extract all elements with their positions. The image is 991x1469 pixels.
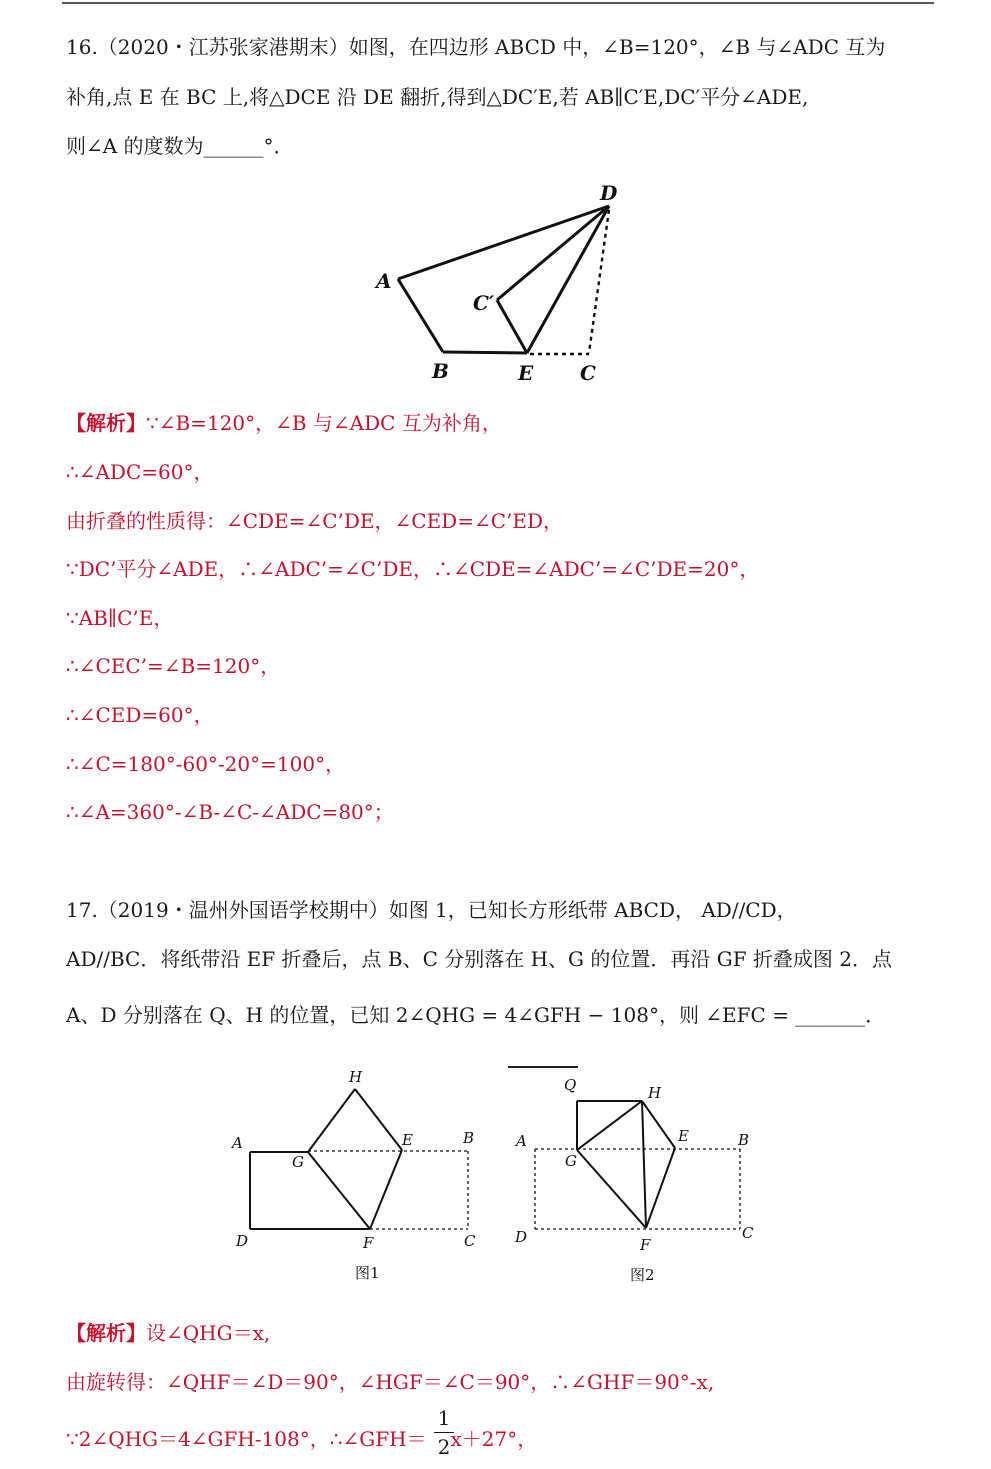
q17-stem-line-1: 17.（2019・温州外国语学校期中）如图 1，已知长方形纸带 ABCD， AD//CD， xyxy=(66,898,797,922)
fig1-caption: 图1 xyxy=(355,1264,380,1282)
fig1-label-a: A xyxy=(232,1134,243,1152)
solution-text: 设∠QHG＝x, xyxy=(146,1321,271,1345)
solution-text-b: x＋27°， xyxy=(450,1427,538,1451)
solution-text-a: ∵2∠QHG＝4∠GFH-108°，∴∠GFH＝ xyxy=(66,1427,427,1451)
q16-solution-line-5: ∵AB∥C’E， xyxy=(66,606,174,630)
q16-solution-line-1 xyxy=(66,410,946,436)
segment-de xyxy=(527,206,609,353)
q17-figure-1 xyxy=(225,1060,495,1290)
q16-solution-line-7: ∴∠CED=60°， xyxy=(66,703,214,727)
top-divider xyxy=(62,2,934,4)
q17-figure-2 xyxy=(505,1070,775,1290)
solution-label: 【解析】 xyxy=(66,1321,146,1345)
fig1-label-b: B xyxy=(463,1129,475,1147)
fig1-label-h: H xyxy=(349,1068,363,1086)
segment-ab xyxy=(398,279,443,352)
q16-solution-line-3: 由折叠的性质得：∠CDE=∠C’DE，∠CED=∠C’ED， xyxy=(66,509,564,533)
q17-solution-line-3 xyxy=(66,1426,946,1452)
q17-stem-line-2: AD//BC．将纸带沿 EF 折叠后，点 B、C 分别落在 H、G 的位置．再沿 GF 折叠成图 2．点 xyxy=(66,947,893,971)
q16-figure xyxy=(360,176,620,390)
q17-solution-line-2: 由旋转得：∠QHF＝∠D＝90°，∠HGF＝∠C＝90°，∴∠GHF＝90°-x, xyxy=(66,1370,715,1394)
fraction-one-half xyxy=(434,1406,454,1459)
q16-stem-line-1: 16.（2020・江苏张家港期末）如图，在四边形 ABCD 中，∠B=120°，∠B 与∠ADC 互为 xyxy=(66,35,886,59)
label-a: A xyxy=(376,269,392,293)
label-c-prime: C′ xyxy=(473,291,495,315)
segment-dc-dashed xyxy=(589,210,609,353)
fig2-label-d: D xyxy=(515,1228,528,1246)
q16-solution-line-4: ∵DC’平分∠ADE，∴∠ADC’=∠C’DE，∴∠CDE=∠ADC’=∠C’DE=20°， xyxy=(66,557,760,581)
segment-ad xyxy=(398,206,609,279)
fig2-label-c: C xyxy=(742,1224,754,1242)
label-e: E xyxy=(518,361,534,385)
fraction-bar xyxy=(434,1432,454,1433)
fig1-label-c: C xyxy=(464,1232,476,1250)
q17-stem-line-3: A、D 分别落在 Q、H 的位置，已知 2∠QHG = 4∠GFH − 108°，则 ∠EFC = _______． xyxy=(66,1003,886,1027)
fig1-label-e: E xyxy=(402,1131,413,1149)
q16-solution-line-8: ∴∠C=180°-60°-20°=100°， xyxy=(66,752,346,776)
fig1-label-d: D xyxy=(236,1232,249,1250)
q16-solution-line-6: ∴∠CEC’=∠B=120°， xyxy=(66,654,281,678)
q16-stem-line-2: 补角,点 E 在 BC 上,将△DCE 沿 DE 翻折,得到△DC′E,若 AB∥C′E,DC′平分∠ADE, xyxy=(66,85,809,109)
fig2-label-q: Q xyxy=(564,1076,577,1094)
segment-dc1 xyxy=(497,206,609,300)
label-d: D xyxy=(600,181,618,205)
fig2-label-e: E xyxy=(678,1127,689,1145)
q16-stem-line-3: 则∠A 的度数为______°． xyxy=(66,134,294,158)
fig2-label-h: H xyxy=(648,1084,662,1102)
fig1-label-f: F xyxy=(363,1234,374,1252)
fig2-label-f: F xyxy=(640,1236,651,1254)
label-b: B xyxy=(432,359,449,383)
fraction-numerator: 1 xyxy=(437,1406,451,1430)
solution-label: 【解析】 xyxy=(66,411,146,435)
q17-solution-line-1 xyxy=(66,1320,946,1346)
q16-solution-line-9: ∴∠A=360°-∠B-∠C-∠ADC=80°； xyxy=(66,800,394,824)
fig2-label-g: G xyxy=(565,1152,577,1170)
segment-be xyxy=(443,352,527,353)
segment-c1e xyxy=(497,300,527,353)
fraction-denominator: 2 xyxy=(437,1435,451,1459)
fig1-label-g: G xyxy=(292,1153,304,1171)
q16-solution-line-2: ∴∠ADC=60°， xyxy=(66,460,214,484)
solution-text: ∵∠B=120°，∠B 与∠ADC 互为补角， xyxy=(146,411,502,435)
fig2-label-b: B xyxy=(738,1131,750,1149)
label-c: C xyxy=(580,361,596,385)
fig2-label-a: A xyxy=(516,1132,527,1150)
overline-mark xyxy=(508,1066,578,1068)
fig2-caption: 图2 xyxy=(630,1266,655,1284)
